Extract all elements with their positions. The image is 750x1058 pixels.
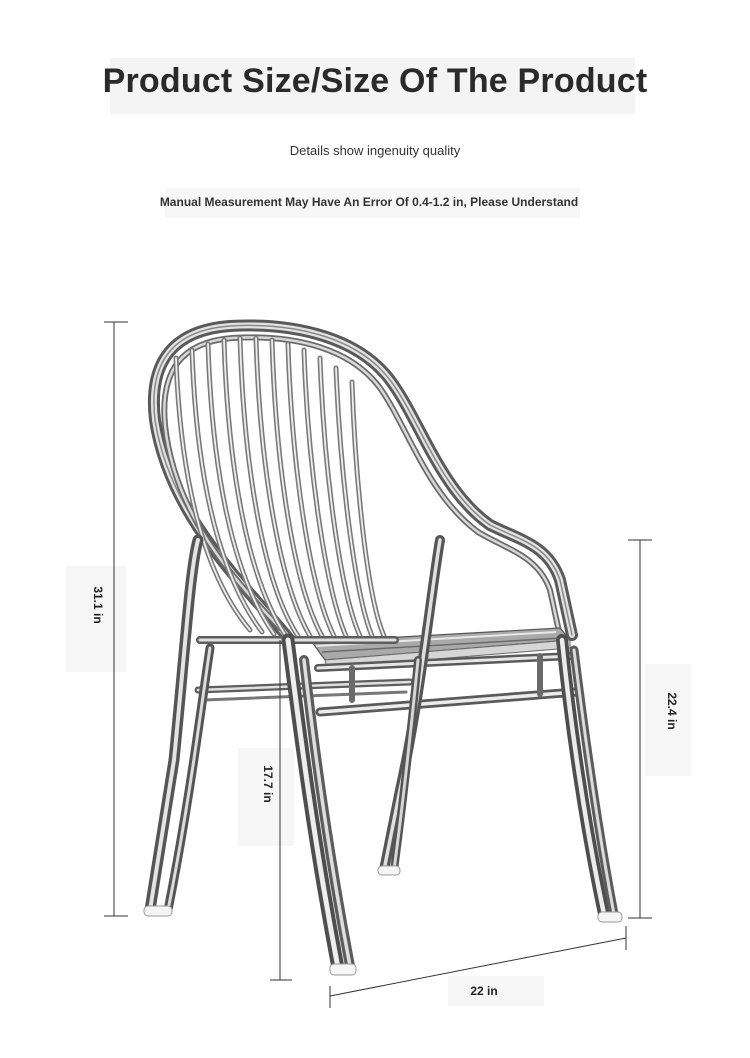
page-title: Product Size/Size Of The Product	[102, 62, 648, 100]
page-subtitle: Details show ingenuity quality	[289, 143, 461, 158]
front-left-legs	[288, 640, 350, 968]
back-hoop	[154, 325, 572, 640]
back-slats	[176, 338, 384, 636]
feet-caps	[144, 866, 622, 975]
total-height-label: 31.1 in	[91, 586, 105, 624]
armrest-height-label: 22.4 in	[665, 692, 679, 730]
seat-height-label: 17.7 in	[261, 765, 275, 803]
back-left-legs	[150, 540, 210, 910]
measurement-note: Manual Measurement May Have An Error Of 0.4-1.2 in, Please Understand	[159, 195, 579, 209]
width-label: 22 in	[470, 984, 498, 998]
front-right-legs	[562, 640, 614, 914]
